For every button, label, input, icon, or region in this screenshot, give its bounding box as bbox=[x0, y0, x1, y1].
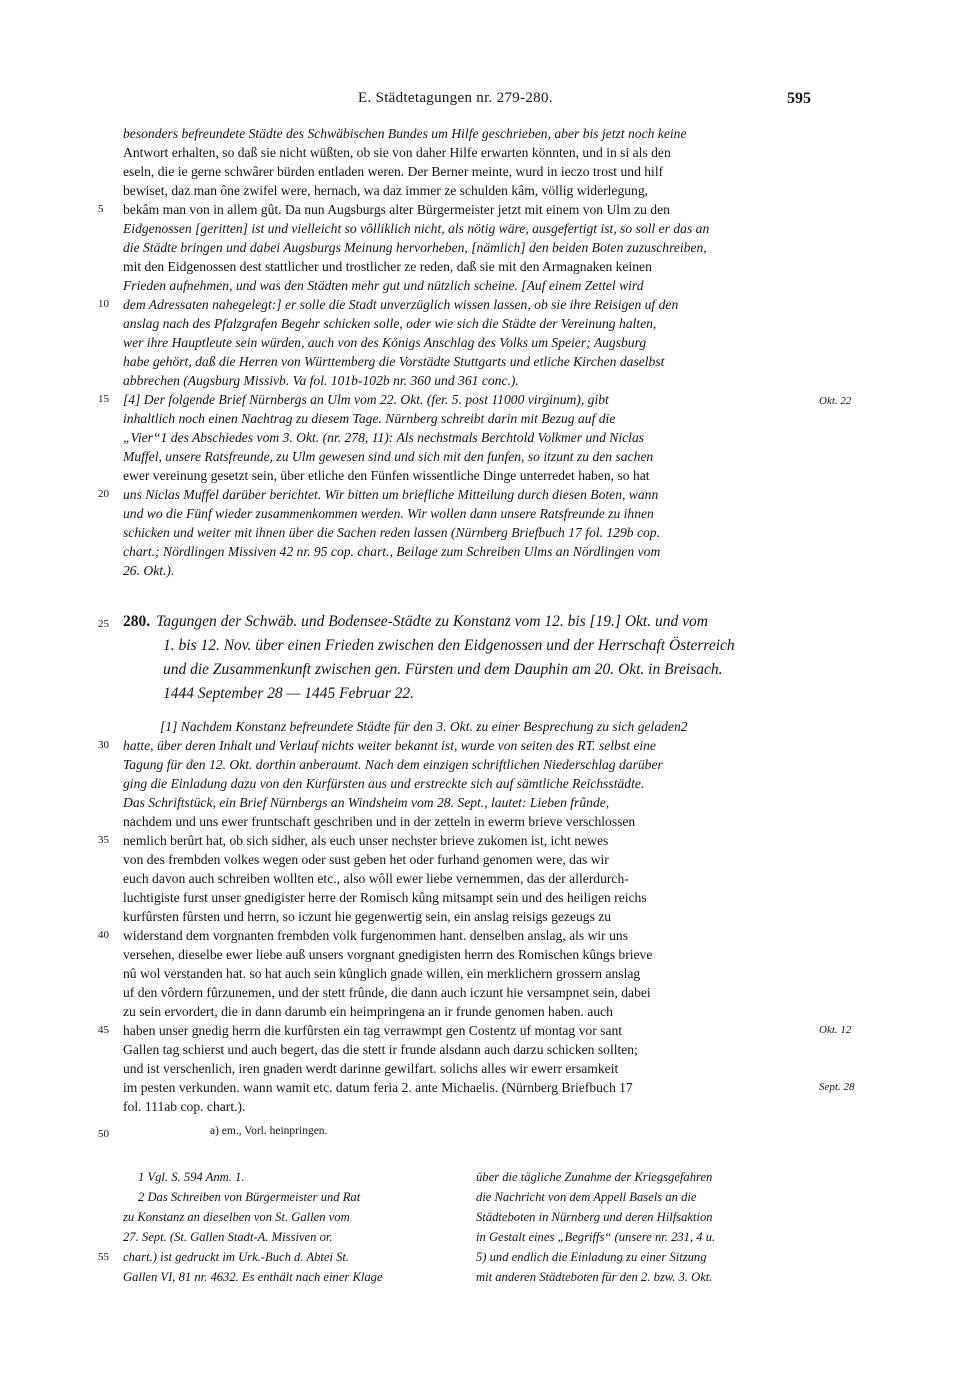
heading-text: Tagungen der Schwäb. und Bodensee-Städte zu Konstanz vom 12. bis [19.] Okt. und vom bbox=[156, 613, 708, 630]
text-line: Das Schriftstück, ein Brief Nürnbergs an Windsheim vom 28. Sept., lautet: Lieben frûnde, bbox=[123, 795, 610, 810]
text-line: inhaltlich noch einen Nachtrag zu diesem Tage. Nürnberg schreibt darin mit Bezug auf die bbox=[123, 411, 616, 426]
footnote-line: mit anderen Städteboten für den 2. bzw. 3. Okt. bbox=[476, 1270, 713, 1284]
text-line: euch davon auch schreiben wollten etc., also wôll ewer liebe vernemmen, das der allerdurch- bbox=[123, 871, 629, 886]
footnote-line: 5) und endlich die Einladung zu einer Sitzung bbox=[476, 1250, 707, 1264]
text-line: bekâm man von in allem gût. Da nun Augsburgs alter Bürgermeister jetzt mit einem von Ulm zu den bbox=[123, 202, 670, 217]
heading-line bbox=[123, 610, 823, 634]
footnote-line: über die tägliche Zunahme der Kriegsgefahren bbox=[476, 1170, 713, 1184]
text-line: kurfûrsten fûrsten und herrn, so iczunt hie gegenwertig sein, ein anslag reisigs gezeugs zu bbox=[123, 909, 612, 924]
text-line: luchtigiste furst unser gnedigister herre der Romisch kûng mitsampt sein und des heiligen reichs bbox=[123, 890, 647, 905]
footnote-line: 27. Sept. (St. Gallen Stadt-A. Missiven or. bbox=[123, 1230, 333, 1244]
text-line: [4] Der folgende Brief Nürnbergs an Ulm vom 22. Okt. (fer. 5. post 11000 virginum), gibt bbox=[123, 392, 609, 407]
text-line: abbrechen (Augsburg Missivb. Va fol. 101b-102b nr. 360 und 361 conc.). bbox=[123, 373, 519, 388]
text-line: bewiset, daz man ône zwifel were, hernach, wa daz immer ze schulden kâm, völlig widerlegung, bbox=[123, 183, 649, 198]
margin-date: Okt. 22 bbox=[819, 395, 852, 407]
text-line: 26. Okt.). bbox=[123, 563, 175, 578]
heading-line: 1. bis 12. Nov. über einen Frieden zwischen den Eidgenossen und der Herrschaft Österreich bbox=[163, 637, 735, 654]
text-line: chart.; Nördlingen Missiven 42 nr. 95 cop. chart., Beilage zum Schreiben Ulms an Nördlingen vom bbox=[123, 544, 661, 559]
footnote-line: in Gestalt eines „Begriffs“ (unsere nr. 231, 4 u. bbox=[476, 1230, 716, 1244]
footnote-line: 2 Das Schreiben von Bürgermeister und Rat bbox=[138, 1190, 361, 1204]
section-number: 280. bbox=[123, 613, 151, 630]
text-line: haben unser gnedig herrn die kurfûrsten ein tag verrawmpt gen Costentz uf montag vor sant bbox=[123, 1023, 623, 1038]
line-number: 50 bbox=[98, 1128, 109, 1140]
footnote-line: chart.) ist gedruckt im Urk.-Buch d. Abtei St. bbox=[123, 1250, 350, 1264]
text-line: [1] Nachdem Konstanz befreundete Städte für den 3. Okt. zu einer Besprechung zu sich geladen2 bbox=[160, 719, 688, 734]
text-line: uf den vôrdern fûrzunemen, und der stett frûnde, die dann auch iczunt hie versampnet sein, dabei bbox=[123, 985, 651, 1000]
text-line: die Städte bringen und dabei Augsburgs Meinung hervorheben, [nämlich] den beiden Boten zuzuschreiben, bbox=[123, 240, 707, 255]
text-line: widerstand dem vorgnanten frembden volk furgenommen hant. denselben anslag, als wir uns bbox=[123, 928, 628, 943]
text-line: mit den Eidgenossen dest stattlicher und trostlicher ze reden, daß sie mit den Armagnaken keinen bbox=[123, 259, 652, 274]
text-line: fol. 111ab cop. chart.). bbox=[123, 1099, 246, 1114]
text-line: Antwort erhalten, so daß sie nicht wüßten, ob sie von daher Hilfe erwarten könnten, und in si als den bbox=[123, 145, 671, 160]
text-line: Frieden aufnehmen, und was den Städten mehr gut und nützlich scheine. [Auf einem Zettel wird bbox=[123, 278, 644, 293]
text-line: Eidgenossen [geritten] ist und vielleicht so vôlliklich nicht, als nötig wäre, ausgefertigt ist, so soll er das an bbox=[123, 221, 710, 236]
line-number: 25 bbox=[98, 618, 109, 630]
text-line: „Vier“1 des Abschiedes vom 3. Okt. (nr. 278, 11): Als nechstmals Berchtold Volkmer und Niclas bbox=[123, 430, 645, 445]
line-number: 35 bbox=[98, 834, 109, 846]
text-line: versehen, dieselbe ewer liebe auß unsers vorgnant gnedigisten herrn des Romischen kûngs brieve bbox=[123, 947, 653, 962]
text-line: dem Adressaten nahegelegt:] er solle die Stadt unverzüglich wissen lassen, ob sie ihre Reisigen uf den bbox=[123, 297, 679, 312]
line-number: 55 bbox=[98, 1251, 109, 1263]
text-line: nû wol verstanden hat. so hat auch sein kûnglich gnade willen, ein merklichern grossern anslag bbox=[123, 966, 641, 981]
margin-date: Sept. 28 bbox=[819, 1081, 855, 1093]
footnote-line: Städteboten in Nürnberg und deren Hilfsaktion bbox=[476, 1210, 713, 1224]
heading-line: und die Zusammenkunft zwischen gen. Fürsten und dem Dauphin am 20. Okt. in Breisach. bbox=[163, 661, 723, 678]
text-line: besonders befreundete Städte des Schwäbischen Bundes um Hilfe geschrieben, aber bis jetzt noch keine bbox=[123, 126, 687, 141]
footnote-line: 1 Vgl. S. 594 Anm. 1. bbox=[138, 1170, 245, 1184]
text-line: und wo die Fünf wieder zusammenkommen werden. Wir wollen dann unsere Ratsfreunde zu ihnen bbox=[123, 506, 654, 521]
line-number: 5 bbox=[98, 203, 104, 215]
text-line: schicken und weiter mit ihnen über die Sachen reden lassen (Nürnberg Briefbuch 17 fol. 129b cop. bbox=[123, 525, 660, 540]
text-line: ging die Einladung dazu von den Kurfürsten aus und erstreckte sich auf sämtliche Reichsstädte. bbox=[123, 776, 645, 791]
line-number: 15 bbox=[98, 393, 109, 405]
text-line: Gallen tag schierst und auch begert, das die stett ir frunde alsdann auch darzu schicken sollten; bbox=[123, 1042, 638, 1057]
critical-apparatus: a) em., Vorl. heinpringen. bbox=[210, 1125, 328, 1137]
footnote-line: zu Konstanz an dieselben von St. Gallen vom bbox=[123, 1210, 350, 1224]
text-line: wer ihre Hauptleute sein würden, auch von des Königs Anschlag des Volks um Speier; Augsburg bbox=[123, 335, 647, 350]
text-line: uns Niclas Muffel darüber berichtet. Wir bitten um briefliche Mitteilung durch diesen Boten, wann bbox=[123, 487, 659, 502]
line-number: 30 bbox=[98, 739, 109, 751]
page-number: 595 bbox=[787, 90, 811, 107]
text-line: ewer vereinung gesetzt sein, über etliche den Fünfen wissentliche Dinge unterredet haben, so hat bbox=[123, 468, 650, 483]
footnote-line: Gallen VI, 81 nr. 4632. Es enthält nach einer Klage bbox=[123, 1270, 383, 1284]
text-line: eseln, die ie gerne schwârer bürden entladen weren. Der Berner meinte, wurd in ieczo trost und hilf bbox=[123, 164, 664, 179]
text-line: nemlich berûrt hat, ob sich sidher, als euch unser nechster brieve zukomen ist, icht newes bbox=[123, 833, 609, 848]
line-number: 20 bbox=[98, 488, 109, 500]
text-line: nachdem und uns ewer fruntschaft geschriben und in der zetteln in ewerm brieve verschlossen bbox=[123, 814, 636, 829]
text-line: anslag nach des Pfalzgrafen Begehr schicken solle, oder wie sich die Städte der Vereinung halten, bbox=[123, 316, 657, 331]
text-line: hatte, über deren Inhalt und Verlauf nichts weiter bekannt ist, wurde von seiten des RT. selbst eine bbox=[123, 738, 656, 753]
line-number: 40 bbox=[98, 929, 109, 941]
heading-line: 1444 September 28 — 1445 Februar 22. bbox=[163, 685, 414, 702]
text-line: habe gehört, daß die Herren von Württemberg die Vorstädte Stuttgarts und etliche Kirchen daselbst bbox=[123, 354, 665, 369]
text-line: im pesten verkunden. wann wamit etc. datum feria 2. ante Michaelis. (Nürnberg Briefbuch 17 bbox=[123, 1080, 633, 1095]
text-line: zu sein ervordert, die in dann darumb ein heimpringena an ir frunde genomen haben. auch bbox=[123, 1004, 613, 1019]
text-line: von des frembden volkes wegen oder sust geben het oder furhand genomen were, das wir bbox=[123, 852, 609, 867]
running-header bbox=[0, 90, 960, 110]
footnote-line: die Nachricht von dem Appell Basels an die bbox=[476, 1190, 697, 1204]
margin-date: Okt. 12 bbox=[819, 1024, 852, 1036]
running-title: E. Städtetagungen nr. 279-280. bbox=[358, 90, 553, 106]
line-number: 45 bbox=[98, 1024, 109, 1036]
text-line: und ist verschenlich, iren gnaden werdt darinne gewilfart. solichs alles wir ewerr ersamkeit bbox=[123, 1061, 619, 1076]
text-line: Muffel, unsere Ratsfreunde, zu Ulm gewesen sind und sich mit den funfen, so itzunt zu den sachen bbox=[123, 449, 654, 464]
text-line: Tagung für den 12. Okt. dorthin anberaumt. Nach dem einzigen schriftlichen Niederschlag darüber bbox=[123, 757, 663, 772]
line-number: 10 bbox=[98, 298, 109, 310]
